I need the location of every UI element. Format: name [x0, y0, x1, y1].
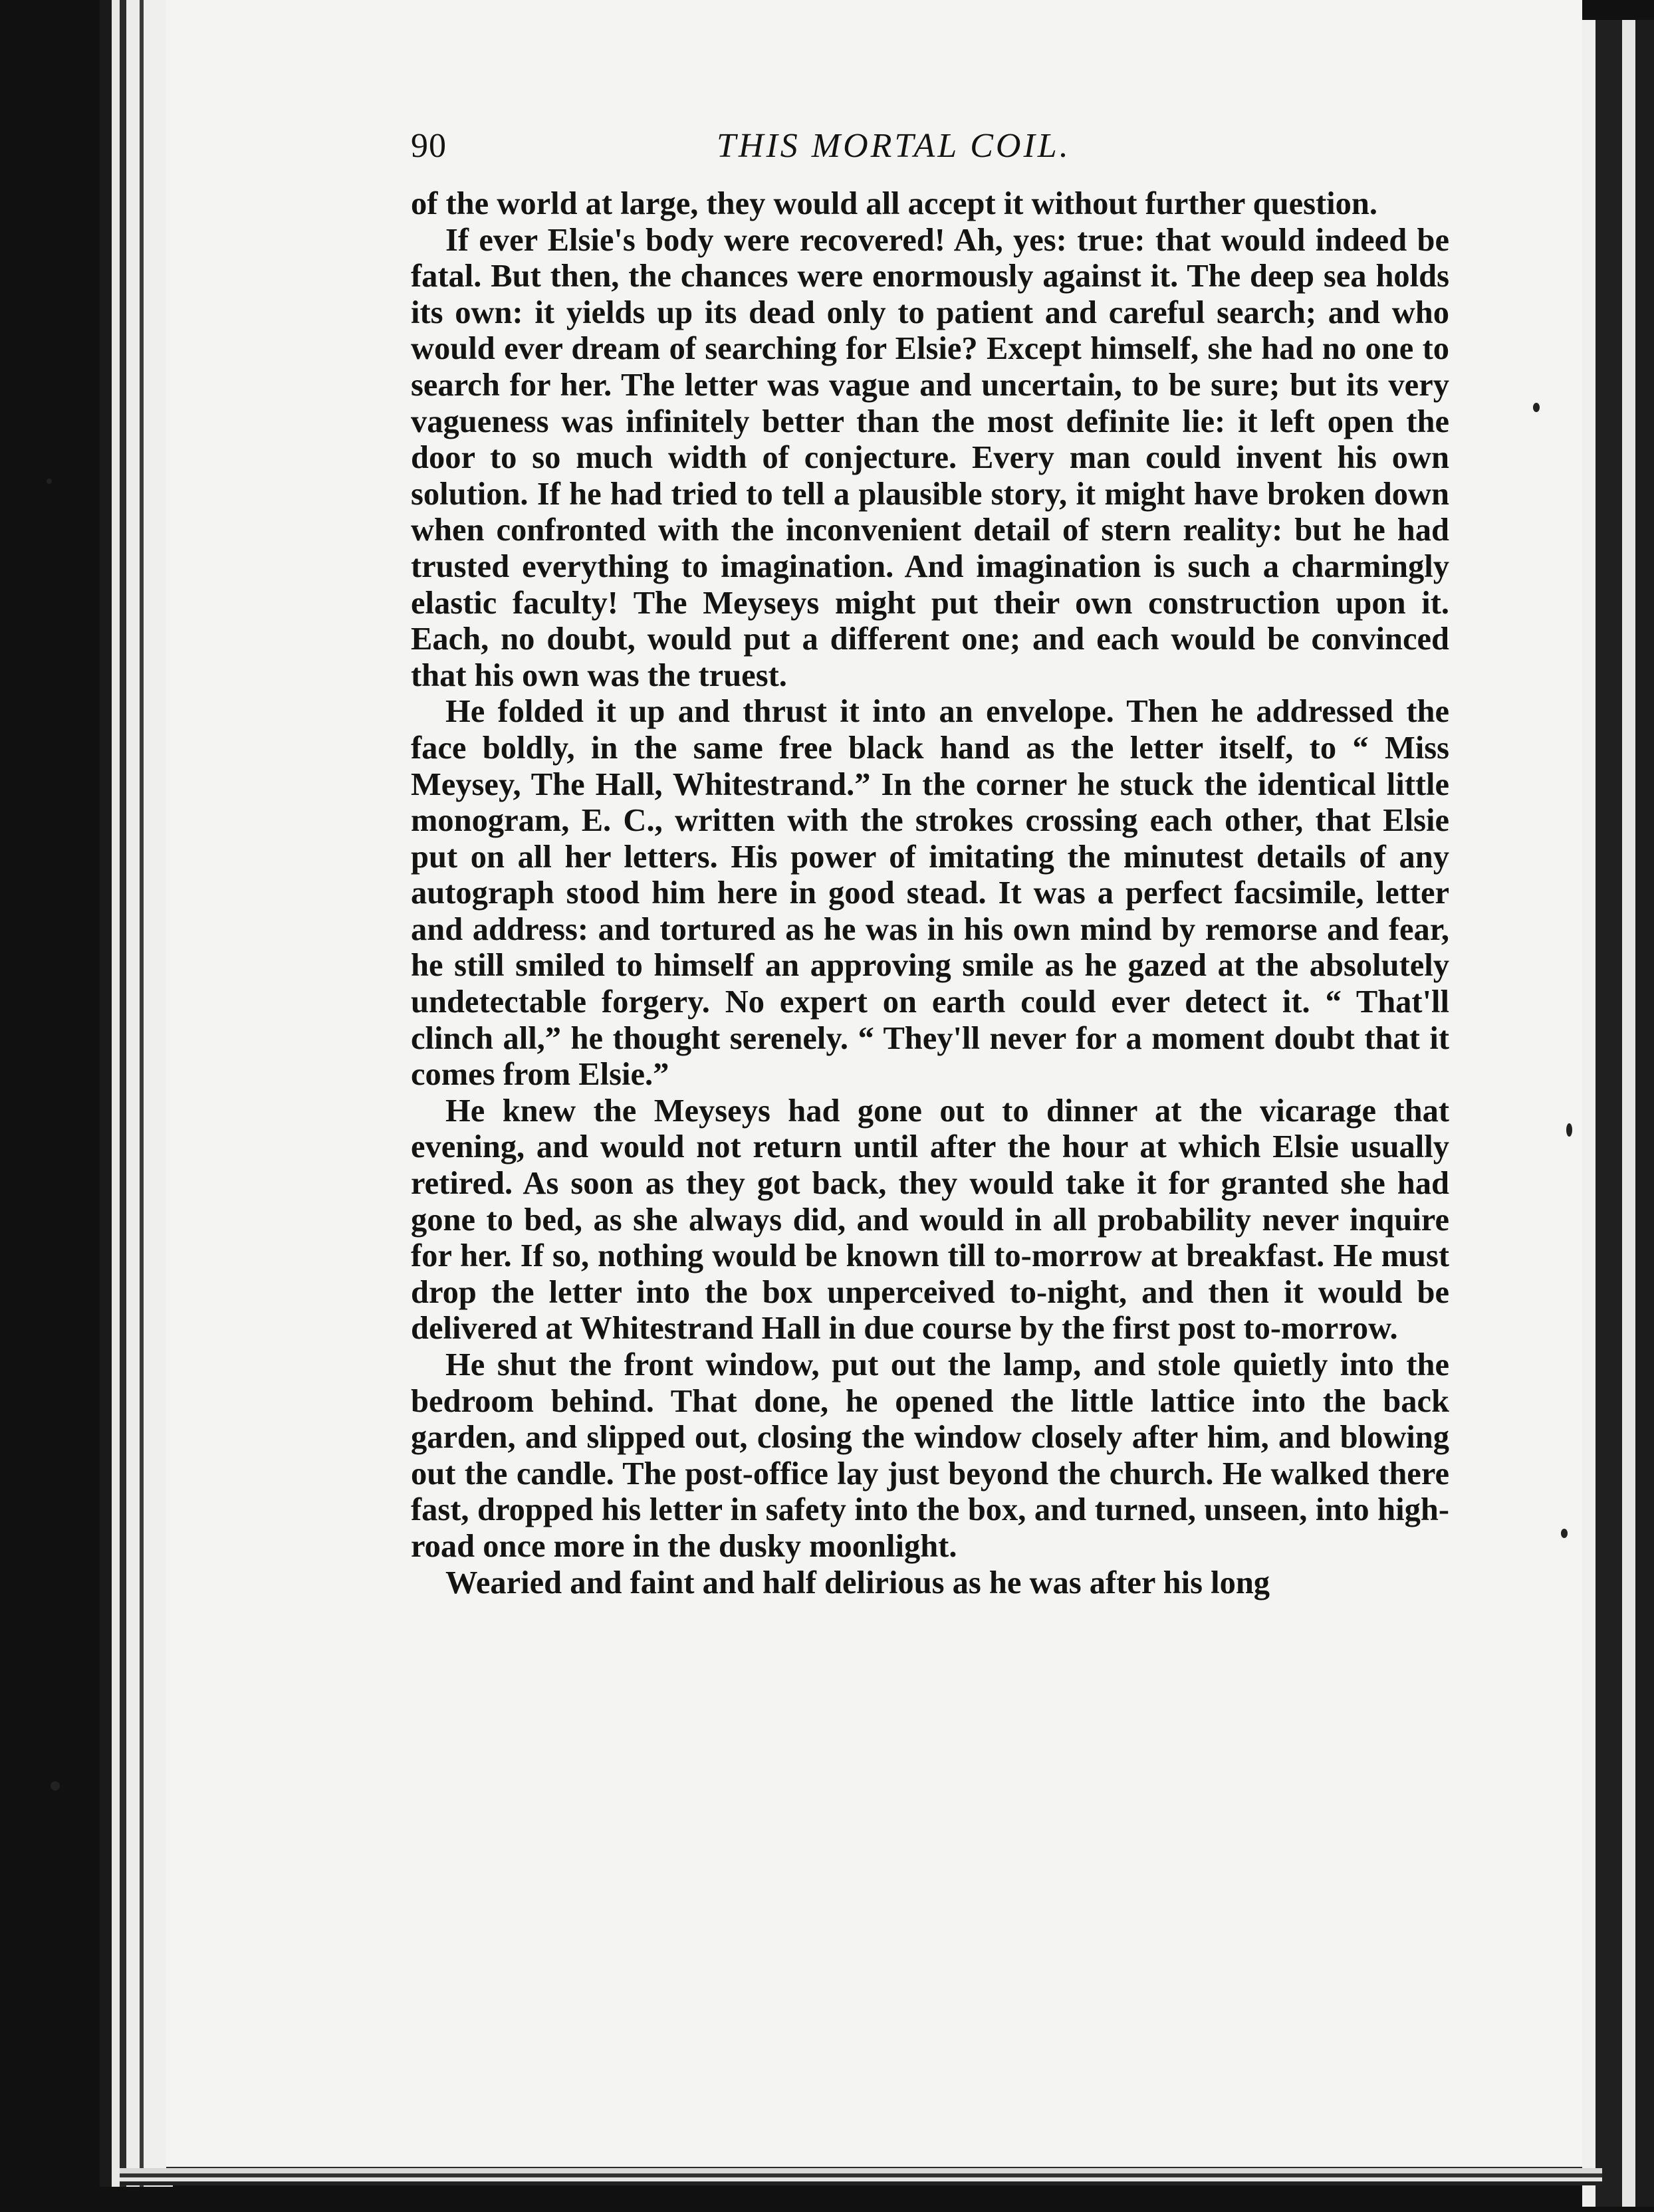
running-title: THIS MORTAL COIL.	[717, 127, 1071, 165]
page-bottom-edge	[120, 2168, 1602, 2185]
paragraph: He shut the front window, put out the lamp, and stole quietly into the bedroom behind. That done, he opened the little lattice into the back garden, and slipped out, closing the window closely after him, and blowing out the candle. The post-office lay just beyond the church. He walked there fast, dropped his letter in safety into the box, and turned, unseen, into high-road once more in the dusky moonlight.	[411, 1347, 1449, 1564]
scan-speck	[47, 479, 52, 484]
running-head	[411, 126, 1449, 186]
paragraph: He folded it up and thrust it into an envelope. Then he addressed the face boldly, in the same free black hand as the letter itself, to “ Miss Meysey, The Hall, Whitestrand.” In the corner he stuck the identical little monogram, E. C., written with the strokes crossing each other, that Elsie put on all her letters. His power of imitating the minutest details of any autograph stood him here in good stead. It was a perfect facsimile, letter and address: and tortured as he was in his own mind by remorse and fear, he still smiled to himself an approving smile as he gazed at the absolutely undetectable forgery. No expert on earth could ever detect it. “ That'll clinch all,” he thought serenely. “ They'll never for a moment doubt that it comes from Elsie.”	[411, 694, 1449, 1093]
scan-speck	[1533, 403, 1540, 412]
paragraph: of the world at large, they would all accept it without further question.	[411, 186, 1378, 221]
scan-speck	[1566, 1123, 1572, 1137]
page-text-block	[411, 126, 1449, 1601]
paragraph: Wearied and faint and half delirious as he was after his long	[445, 1565, 1270, 1601]
scan-speck	[1561, 1529, 1568, 1538]
book-gutter	[100, 0, 173, 2187]
paragraph: If ever Elsie's body were recovered! Ah, yes: true: that would indeed be fatal. But then, the chances were enormously against it. The deep sea holds its own: it yields up its dead only to patient and careful search; and who would ever dream of searching for Elsie? Except himself, she had no one to search for her. The letter was vague and uncertain, to be sure; but its very vagueness was infinitely better than the most definite lie: it left open the door to so much width of conjecture. Every man could invent his own solution. If he had tried to tell a plausible story, it might have broken down when confronted with the inconvenient detail of stern reality: but he had trusted everything to imagination. And imagination is such a charmingly elastic faculty! The Meyseys might put their own construction upon it. Each, no doubt, would put a different one; and each would be convinced that his own was the truest.	[411, 222, 1449, 693]
scan-speck	[51, 1781, 60, 1791]
body-text	[411, 186, 1449, 1601]
page-number: 90	[411, 127, 447, 165]
page-right-edge	[1582, 20, 1654, 2207]
paragraph: He knew the Meyseys had gone out to dinner at the vicarage that evening, and would not return until after the hour at which Elsie usually retired. As soon as they got back, they would take it for granted she had gone to bed, as she always did, and would in all probability never inquire for her. If so, nothing would be known till to-morrow at breakfast. He must drop the letter into the box unperceived to-night, and then it would be delivered at Whitestrand Hall in due course by the first post to-morrow.	[411, 1093, 1449, 1347]
